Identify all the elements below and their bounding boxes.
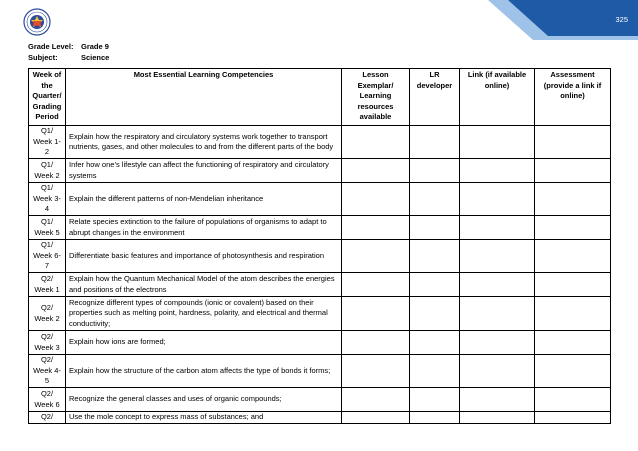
week-cell: Q2/ Week 4-5 — [29, 355, 66, 388]
competency-cell: Explain how the structure of the carbon atom affects the type of bonds it forms; — [66, 355, 342, 388]
empty-cell — [410, 297, 460, 331]
empty-cell — [342, 240, 410, 273]
week-cell: Q2/ Week 1 — [29, 273, 66, 297]
week-cell: Q2/ — [29, 412, 66, 424]
table-row — [29, 159, 611, 183]
week-cell: Q1/ Week 1-2 — [29, 126, 66, 159]
empty-cell — [342, 159, 410, 183]
week-cell: Q1/ Week 6-7 — [29, 240, 66, 273]
empty-cell — [410, 355, 460, 388]
empty-cell — [410, 388, 460, 412]
empty-cell — [410, 273, 460, 297]
melc-table — [28, 68, 611, 424]
table-row — [29, 388, 611, 412]
empty-cell — [342, 355, 410, 388]
empty-cell — [410, 159, 460, 183]
empty-cell — [535, 412, 611, 424]
week-cell: Q1/ Week 2 — [29, 159, 66, 183]
empty-cell — [460, 240, 535, 273]
grade-level-row — [28, 41, 109, 52]
week-cell: Q1/ Week 5 — [29, 216, 66, 240]
empty-cell — [342, 331, 410, 355]
competency-cell: Explain the different patterns of non-Mendelian inheritance — [66, 183, 342, 216]
competency-cell: Explain how the respiratory and circulatory systems work together to transport nutrients, gases, and other molecules to and from the different parts of the body — [66, 126, 342, 159]
empty-cell — [410, 331, 460, 355]
empty-cell — [410, 240, 460, 273]
competency-cell: Relate species extinction to the failure of populations of organisms to adapt to abrupt changes in the environment — [66, 216, 342, 240]
table-row — [29, 412, 611, 424]
empty-cell — [410, 126, 460, 159]
empty-cell — [460, 159, 535, 183]
subject-value: Science — [81, 53, 110, 62]
competency-cell: Recognize different types of compounds (ionic or covalent) based on their properties such as melting point, hardness, polarity, and electrical and thermal conductivity; — [66, 297, 342, 331]
empty-cell — [460, 297, 535, 331]
week-cell: Q2/ Week 2 — [29, 297, 66, 331]
table-row — [29, 273, 611, 297]
column-header-lesson-exemplar: Lesson Exemplar/ Learning resources available — [342, 69, 410, 126]
empty-cell — [460, 183, 535, 216]
competency-cell: Explain how the Quantum Mechanical Model of the atom describes the energies and positions of the electrons — [66, 273, 342, 297]
empty-cell — [460, 273, 535, 297]
subject-row — [28, 52, 109, 63]
page-number: 325 — [615, 15, 628, 24]
grade-level-value: Grade 9 — [81, 42, 109, 51]
grade-level-label: Grade Level: — [28, 42, 74, 51]
empty-cell — [535, 216, 611, 240]
empty-cell — [342, 297, 410, 331]
competency-cell: Differentiate basic features and importance of photosynthesis and respiration — [66, 240, 342, 273]
week-cell: Q2/ Week 3 — [29, 331, 66, 355]
empty-cell — [342, 183, 410, 216]
competency-cell: Recognize the general classes and uses of organic compounds; — [66, 388, 342, 412]
empty-cell — [535, 183, 611, 216]
document-meta — [28, 41, 109, 63]
column-header-lr-developer: LR developer — [410, 69, 460, 126]
table-header-row — [29, 69, 611, 126]
competency-cell: Explain how ions are formed; — [66, 331, 342, 355]
competency-cell: Use the mole concept to express mass of substances; and — [66, 412, 342, 424]
empty-cell — [535, 240, 611, 273]
table-row — [29, 297, 611, 331]
empty-cell — [460, 331, 535, 355]
empty-cell — [410, 216, 460, 240]
empty-cell — [460, 216, 535, 240]
table-row — [29, 331, 611, 355]
subject-label: Subject: — [28, 53, 58, 62]
empty-cell — [535, 273, 611, 297]
empty-cell — [410, 183, 460, 216]
empty-cell — [535, 126, 611, 159]
empty-cell — [460, 388, 535, 412]
week-cell: Q1/ Week 3-4 — [29, 183, 66, 216]
empty-cell — [535, 297, 611, 331]
empty-cell — [342, 126, 410, 159]
header-banner — [478, 0, 638, 40]
empty-cell — [342, 216, 410, 240]
column-header-competencies: Most Essential Learning Competencies — [66, 69, 342, 126]
empty-cell — [460, 412, 535, 424]
empty-cell — [535, 388, 611, 412]
deped-seal-icon — [23, 8, 51, 36]
empty-cell — [460, 355, 535, 388]
table-row — [29, 216, 611, 240]
table-row — [29, 240, 611, 273]
table-row — [29, 355, 611, 388]
empty-cell — [342, 412, 410, 424]
column-header-week: Week of the Quarter/ Grading Period — [29, 69, 66, 126]
column-header-assessment: Assessment (provide a link if online) — [535, 69, 611, 126]
empty-cell — [342, 388, 410, 412]
empty-cell — [410, 412, 460, 424]
week-cell: Q2/ Week 6 — [29, 388, 66, 412]
empty-cell — [342, 273, 410, 297]
table-row — [29, 183, 611, 216]
empty-cell — [535, 331, 611, 355]
competency-cell: Infer how one’s lifestyle can affect the functioning of respiratory and circulatory systems — [66, 159, 342, 183]
empty-cell — [535, 355, 611, 388]
column-header-link: Link (if available online) — [460, 69, 535, 126]
empty-cell — [535, 159, 611, 183]
table-row — [29, 126, 611, 159]
empty-cell — [460, 126, 535, 159]
